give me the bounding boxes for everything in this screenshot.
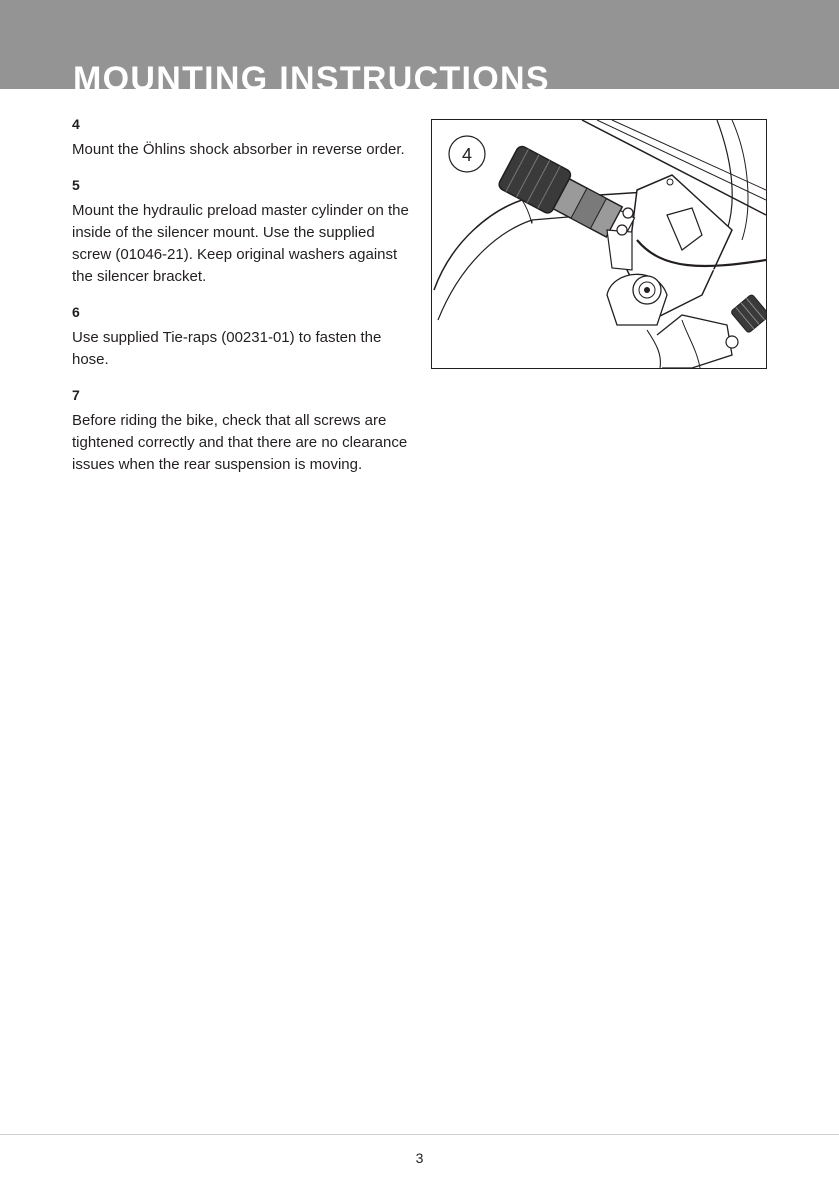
- figure-label: 4: [461, 145, 473, 165]
- step-number: 7: [72, 387, 80, 403]
- page-title: MOUNTING INSTRUCTIONS: [73, 60, 550, 89]
- step-7: [72, 385, 412, 476]
- step-text: Mount the Öhlins shock absorber in reverse order.: [72, 141, 405, 158]
- footer-divider: [0, 1134, 839, 1135]
- step-number: 5: [72, 177, 80, 193]
- step-number: 6: [72, 304, 80, 320]
- header-band: [0, 0, 839, 89]
- step-4: [72, 114, 412, 161]
- step-text: Use supplied Tie-raps (00231-01) to fasten the hose.: [72, 329, 382, 368]
- mounting-illustration: [431, 119, 767, 369]
- instruction-steps: [72, 114, 412, 490]
- step-6: [72, 302, 412, 371]
- page-number: 3: [415, 1150, 424, 1166]
- step-text: Mount the hydraulic preload master cylinder on the inside of the silencer mount. Use the supplied screw (01046-21). Keep original washers against the silencer bracket.: [72, 202, 409, 285]
- step-number: 4: [72, 116, 80, 132]
- step-text: Before riding the bike, check that all screws are tightened correctly and that there are no clearance issues when the rear suspension is moving.: [72, 412, 408, 473]
- step-5: [72, 175, 412, 288]
